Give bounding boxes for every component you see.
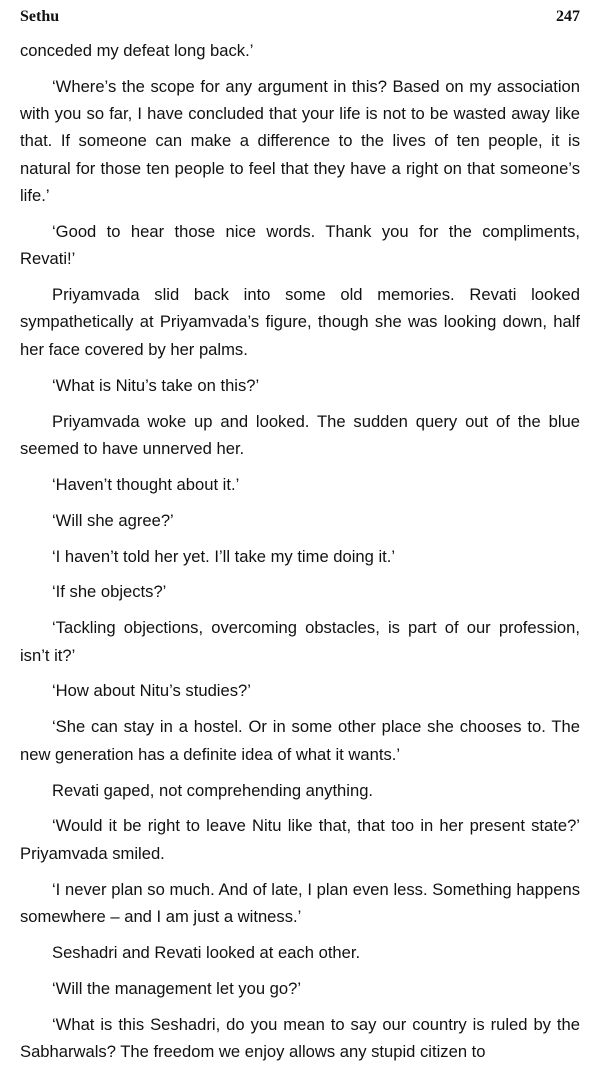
paragraph: ‘If she objects?’ — [52, 582, 167, 602]
paragraph: ‘Good to hear those nice words. Thank you for the compliments, Revati!’ — [20, 221, 580, 269]
paragraph: Priyamvada woke up and looked. The sudden query out of the blue seemed to have unnerved her. — [20, 411, 580, 458]
paragraph: Revati gaped, not comprehending anything. — [52, 780, 374, 800]
paragraph: ‘Would it be right to leave Nitu like that, that too in her present state?’ Priyamvada smiled. — [20, 816, 580, 863]
paragraph: ‘Haven’t thought about it.’ — [52, 474, 240, 494]
paragraph: ‘Will the management let you go?’ — [52, 978, 302, 998]
paragraph: conceded my defeat long back.’ — [20, 41, 254, 60]
paragraph: ‘How about Nitu’s studies?’ — [52, 681, 251, 701]
paragraph: ‘Tackling objections, overcoming obstacles, is part of our profession, isn’t it?’ — [20, 618, 580, 665]
paragraph: ‘I never plan so much. And of late, I plan even less. Something happens somewhere – and I am just a witness.’ — [20, 879, 580, 926]
page-header — [20, 8, 580, 30]
paragraph: Seshadri and Revati looked at each other. — [52, 942, 361, 962]
running-head: Sethu — [20, 8, 60, 25]
page-number: 247 — [556, 8, 580, 25]
paragraph: ‘Where’s the scope for any argument in this? Based on my association with you so far, I have concluded that your life is not to be wasted away like that. If someone can make a difference to the lives of ten people, it is natural for those ten people to feel that they have a right on that someone’s life.’ — [20, 76, 580, 206]
paragraph: ‘I haven’t told her yet. I’ll take my time doing it.’ — [52, 546, 396, 566]
paragraph: ‘What is Nitu’s take on this?’ — [52, 375, 260, 395]
body-text — [20, 37, 580, 1074]
paragraph: ‘She can stay in a hostel. Or in some other place she chooses to. The new generation has a definite idea of what it wants.’ — [20, 717, 580, 764]
paragraph: Priyamvada slid back into some old memories. Revati looked sympathetically at Priyamvada’s figure, though she was looking down, half her face covered by her palms. — [20, 285, 580, 359]
paragraph: ‘Will she agree?’ — [52, 510, 174, 530]
paragraph: ‘What is this Seshadri, do you mean to say our country is ruled by the Sabharwals? The freedom we enjoy allows any stupid citizen to — [20, 1014, 580, 1061]
